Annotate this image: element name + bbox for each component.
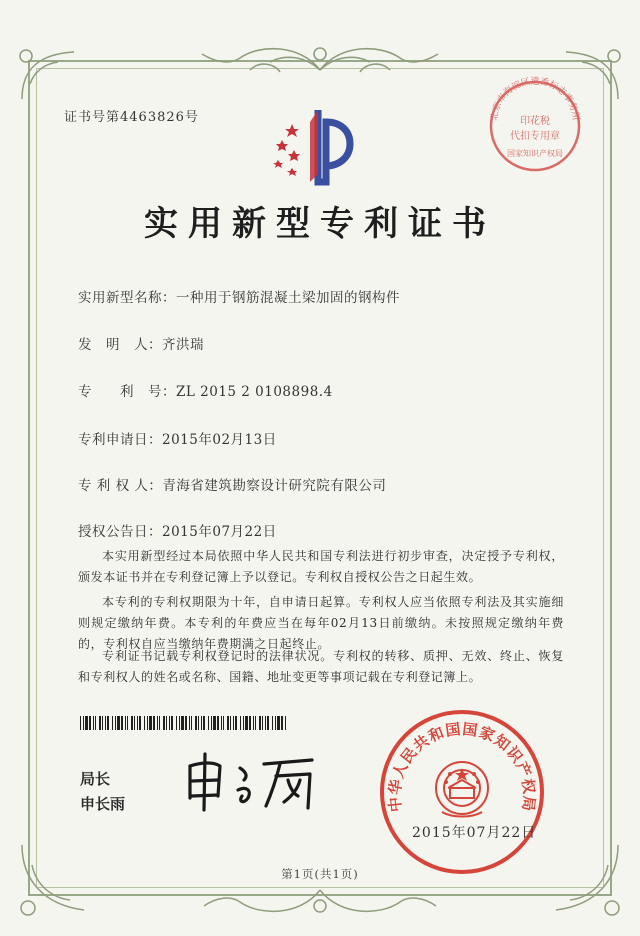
field-label: 发 明 人： [78, 337, 162, 353]
top-ornament-icon [190, 40, 450, 80]
certificate-number: 证书号第4463826号 [64, 110, 199, 125]
agent-stamp-line-2: 印花税 [520, 116, 550, 127]
barcode-bar [99, 716, 101, 730]
field-patent-number [78, 380, 333, 400]
field-value: 一种用于钢筋混凝土梁加固的钢构件 [176, 290, 400, 306]
barcode-bar [107, 716, 109, 730]
barcode-bar [179, 716, 180, 730]
barcode-bar [166, 716, 167, 730]
barcode-icon [80, 716, 286, 730]
barcode-bar [195, 716, 197, 730]
barcode-bar [171, 716, 173, 730]
field-value: 2015年02月13日 [162, 432, 277, 448]
director-name: 申长雨 [80, 795, 126, 813]
bottom-ornament-icon [200, 880, 440, 920]
field-value: 青海省建筑勘察设计研究院有限公司 [162, 478, 387, 494]
barcode-bar [89, 716, 91, 730]
agent-stamp-ring-text: 北京市海淀区遗香标志事务所 [489, 76, 581, 122]
agent-stamp-line-3: 代扣专用章 [510, 131, 560, 142]
field-patentee [78, 474, 386, 494]
page-number: 第1页(共1页) [281, 867, 359, 881]
barcode-bar [285, 716, 286, 730]
barcode-bar [259, 716, 261, 730]
barcode-bar [213, 716, 216, 730]
barcode-bar [127, 716, 128, 730]
field-utility-model-name [78, 286, 400, 306]
barcode-bar [265, 716, 266, 730]
barcode-bar [80, 716, 81, 730]
barcode-bar [243, 716, 244, 730]
barcode-bar [117, 716, 120, 730]
barcode-bar [198, 716, 199, 730]
field-label: 专 利 权 人： [78, 478, 163, 494]
barcode-bar [153, 716, 155, 730]
barcode-bar [227, 716, 229, 730]
barcode-bar [211, 716, 212, 730]
barcode-bar [102, 716, 103, 730]
barcode-bar [201, 716, 202, 730]
barcode-bar [240, 716, 241, 730]
corner-ornament-top-left-icon [14, 44, 84, 104]
barcode-bar [208, 716, 209, 730]
barcode-bar [223, 716, 224, 730]
field-value: 齐洪瑞 [162, 337, 204, 353]
barcode-bar [221, 716, 222, 730]
barcode-bar [157, 716, 158, 730]
barcode-bar [185, 716, 187, 730]
seal-issue-date: 2015年07月22日 [412, 825, 537, 841]
barcode-bar [189, 716, 190, 730]
body-paragraph-3: 专利证书记载专利权登记时的法律状况。专利权的转移、质押、无效、终止、恢复和专利权人的姓名或名称、国籍、地址变更等事项记载在专利登记簿上。 [78, 649, 564, 684]
barcode-bar [149, 716, 152, 730]
field-value: ZL 2015 2 0108898.4 [176, 384, 333, 400]
barcode-bar [112, 716, 113, 730]
field-inventor [78, 333, 204, 353]
barcode-bar [255, 716, 256, 730]
field-filing-date [78, 428, 277, 448]
field-label: 专 利 号： [78, 384, 176, 400]
body-paragraph-1: 本实用新型经过本局依照中华人民共和国专利法进行初步审查，决定授予专利权，颁发本证书并在专利登记簿上予以登记。专利权自授权公告之日起生效。 [78, 549, 564, 584]
barcode-bar [105, 716, 106, 730]
barcode-bar [115, 716, 116, 730]
barcode-bar [131, 716, 133, 730]
barcode-bar [159, 716, 160, 730]
barcode-bar [277, 716, 280, 730]
barcode-bar [253, 716, 254, 730]
barcode-bar [93, 716, 94, 730]
barcode-bar [203, 716, 205, 730]
barcode-bar [249, 716, 251, 730]
field-label: 专利申请日： [78, 432, 162, 448]
barcode-bar [125, 716, 126, 730]
barcode-bar [262, 716, 263, 730]
barcode-bar [83, 716, 84, 730]
barcode-bar [85, 716, 88, 730]
director-signature-icon [180, 746, 330, 818]
barcode-bar [121, 716, 123, 730]
barcode-bar [169, 716, 170, 730]
barcode-bar [181, 716, 184, 730]
barcode-bar [275, 716, 276, 730]
sipo-logo-icon [270, 102, 370, 188]
director-title: 局长 [80, 770, 111, 788]
barcode-bar [233, 716, 234, 730]
barcode-bar [163, 716, 165, 730]
barcode-bar [245, 716, 248, 730]
barcode-bar [137, 716, 138, 730]
field-label: 实用新型名称： [78, 290, 176, 306]
barcode-bar [191, 716, 192, 730]
body-paragraph-2: 本专利的专利权期限为十年，自申请日起算。专利权人应当依照专利法及其实施细则规定缴纳年费。本专利的年费应当在每年02月13日前缴纳。未按照规定缴纳年费的，专利权自应当缴纳年费期满之日起终止。 [78, 595, 564, 651]
barcode-bar [95, 716, 96, 730]
barcode-bar [230, 716, 231, 730]
agent-stamp-line-4: 国家知识产权局 [507, 149, 563, 158]
logo-stars [273, 124, 300, 176]
barcode-bar [144, 716, 145, 730]
seal-ring-text: 中华人民共和国国家知识产权局 [385, 719, 539, 813]
barcode-bar [267, 716, 269, 730]
barcode-bar [281, 716, 283, 730]
barcode-bar [134, 716, 135, 730]
barcode-bar [139, 716, 141, 730]
barcode-bar [147, 716, 148, 730]
barcode-bar [235, 716, 237, 730]
barcode-bar [176, 716, 177, 730]
field-label: 授权公告日： [78, 524, 162, 540]
official-seal [378, 708, 546, 876]
certificate-title: 实用新型专利证书 [144, 204, 496, 244]
barcode-bar [217, 716, 219, 730]
field-value: 2015年07月22日 [162, 524, 277, 540]
agent-stamp [485, 76, 585, 176]
barcode-bar [272, 716, 273, 730]
field-grant-date [78, 520, 277, 540]
